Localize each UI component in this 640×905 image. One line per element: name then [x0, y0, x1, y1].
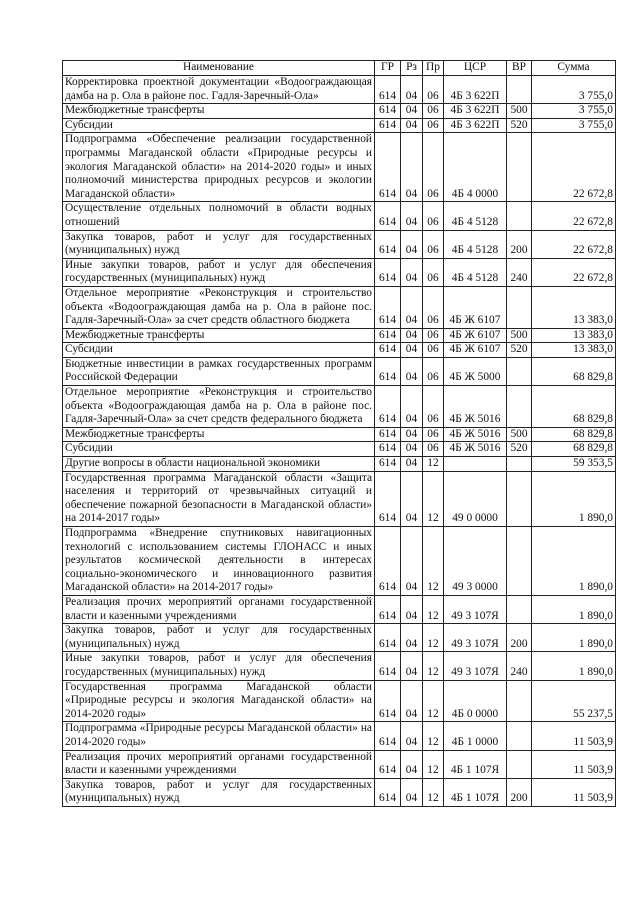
- cell-rz: 04: [401, 527, 423, 596]
- cell-gr: 614: [375, 104, 401, 119]
- cell-pr: 06: [423, 286, 444, 328]
- cell-sum: 11 503,9: [532, 722, 616, 750]
- cell-rz: 04: [401, 722, 423, 750]
- cell-vr: 240: [507, 652, 532, 680]
- cell-csr: 4Б 3 622П: [444, 104, 507, 119]
- cell-csr: 4Б Ж 6107: [444, 328, 507, 343]
- cell-rz: 04: [401, 104, 423, 119]
- cell-vr: [507, 595, 532, 623]
- cell-pr: 06: [423, 118, 444, 133]
- cell-csr: 4Б 4 5128: [444, 230, 507, 258]
- cell-pr: 06: [423, 258, 444, 286]
- cell-gr: 614: [375, 427, 401, 442]
- cell-name: Субсидии: [63, 118, 375, 133]
- cell-sum: 1 890,0: [532, 624, 616, 652]
- cell-pr: 06: [423, 442, 444, 457]
- table-body: [63, 76, 616, 807]
- cell-rz: 04: [401, 343, 423, 358]
- table-row: [63, 118, 616, 133]
- cell-vr: 500: [507, 427, 532, 442]
- cell-name: Корректировка проектной документации «Водоограждающая дамба на р. Ола в районе пос. Гадля-Заречный-Ола»: [63, 76, 375, 104]
- cell-gr: 614: [375, 722, 401, 750]
- table-row: [63, 427, 616, 442]
- cell-gr: 614: [375, 328, 401, 343]
- cell-name: Подпрограмма «Внедрение спутниковых навигационных технологий с использованием системы ГЛОНАСС и иных результатов космической деятельности в интересах социально-экономического и инновационного развития Магаданской области» на 2014-2017 годы»: [63, 527, 375, 596]
- header-sum: Сумма: [532, 61, 616, 76]
- cell-sum: 55 237,5: [532, 680, 616, 722]
- table-row: [63, 778, 616, 806]
- cell-gr: 614: [375, 442, 401, 457]
- cell-vr: [507, 722, 532, 750]
- cell-vr: [507, 386, 532, 428]
- cell-rz: 04: [401, 286, 423, 328]
- cell-gr: 614: [375, 778, 401, 806]
- cell-gr: 614: [375, 471, 401, 526]
- cell-sum: 68 829,8: [532, 386, 616, 428]
- cell-csr: 49 0 0000: [444, 471, 507, 526]
- cell-sum: 1 890,0: [532, 595, 616, 623]
- cell-vr: [507, 680, 532, 722]
- cell-name: Отдельное мероприятие «Реконструкция и строительство объекта «Водоограждающая дамба на р. Ола в районе пос. Гадля-Заречный-Ола» за счет средств федерального бюджета: [63, 386, 375, 428]
- cell-vr: 200: [507, 230, 532, 258]
- header-name: Наименование: [63, 61, 375, 76]
- cell-pr: 12: [423, 652, 444, 680]
- cell-sum: 1 890,0: [532, 652, 616, 680]
- cell-csr: 4Б Ж 5000: [444, 357, 507, 385]
- cell-gr: 614: [375, 343, 401, 358]
- cell-name: Субсидии: [63, 442, 375, 457]
- cell-gr: 614: [375, 386, 401, 428]
- cell-gr: 614: [375, 457, 401, 472]
- table-row: [63, 202, 616, 230]
- cell-pr: 12: [423, 527, 444, 596]
- cell-gr: 614: [375, 357, 401, 385]
- cell-pr: 06: [423, 202, 444, 230]
- cell-vr: 520: [507, 343, 532, 358]
- table-row: [63, 527, 616, 596]
- cell-name: Осуществление отдельных полномочий в области водных отношений: [63, 202, 375, 230]
- cell-rz: 04: [401, 357, 423, 385]
- cell-name: Межбюджетные трансферты: [63, 104, 375, 119]
- cell-gr: 614: [375, 595, 401, 623]
- cell-pr: 12: [423, 778, 444, 806]
- table-row: [63, 258, 616, 286]
- cell-gr: 614: [375, 750, 401, 778]
- cell-vr: 520: [507, 118, 532, 133]
- cell-rz: 04: [401, 427, 423, 442]
- header-vr: ВР: [507, 61, 532, 76]
- cell-rz: 04: [401, 386, 423, 428]
- budget-page: [62, 60, 615, 807]
- cell-csr: [444, 457, 507, 472]
- cell-name: Закупка товаров, работ и услуг для государственных (муниципальных) нужд: [63, 778, 375, 806]
- cell-rz: 04: [401, 230, 423, 258]
- cell-csr: 49 3 0000: [444, 527, 507, 596]
- cell-pr: 12: [423, 624, 444, 652]
- cell-sum: 68 829,8: [532, 357, 616, 385]
- cell-sum: 13 383,0: [532, 343, 616, 358]
- cell-csr: 4Б 3 622П: [444, 118, 507, 133]
- cell-rz: 04: [401, 258, 423, 286]
- cell-name: Реализация прочих мероприятий органами государственной власти и казенными учреждениями: [63, 750, 375, 778]
- cell-sum: 22 672,8: [532, 230, 616, 258]
- cell-rz: 04: [401, 76, 423, 104]
- cell-csr: 4Б Ж 5016: [444, 386, 507, 428]
- cell-vr: [507, 357, 532, 385]
- cell-sum: 1 890,0: [532, 471, 616, 526]
- cell-sum: 13 383,0: [532, 286, 616, 328]
- cell-csr: 4Б 1 0000: [444, 722, 507, 750]
- header-gr: ГР: [375, 61, 401, 76]
- table-row: [63, 652, 616, 680]
- table-row: [63, 680, 616, 722]
- cell-rz: 04: [401, 118, 423, 133]
- table-row: [63, 133, 616, 202]
- cell-rz: 04: [401, 202, 423, 230]
- cell-name: Отдельное мероприятие «Реконструкция и строительство объекта «Водоограждающая дамба на р. Ола в районе пос. Гадля-Заречный-Ола» за счет средств областного бюджета: [63, 286, 375, 328]
- cell-sum: 13 383,0: [532, 328, 616, 343]
- cell-name: Реализация прочих мероприятий органами государственной власти и казенными учреждениями: [63, 595, 375, 623]
- cell-sum: 22 672,8: [532, 133, 616, 202]
- cell-csr: 4Б 1 107Я: [444, 750, 507, 778]
- cell-csr: 4Б 4 5128: [444, 202, 507, 230]
- cell-pr: 12: [423, 680, 444, 722]
- cell-sum: 59 353,5: [532, 457, 616, 472]
- table-row: [63, 357, 616, 385]
- cell-pr: 06: [423, 133, 444, 202]
- cell-rz: 04: [401, 328, 423, 343]
- cell-pr: 06: [423, 76, 444, 104]
- cell-pr: 06: [423, 230, 444, 258]
- cell-vr: [507, 527, 532, 596]
- table-row: [63, 722, 616, 750]
- cell-gr: 614: [375, 118, 401, 133]
- cell-name: Подпрограмма «Природные ресурсы Магаданской области» на 2014-2020 годы»: [63, 722, 375, 750]
- table-row: [63, 386, 616, 428]
- table-row: [63, 442, 616, 457]
- table-row: [63, 343, 616, 358]
- cell-rz: 04: [401, 595, 423, 623]
- cell-vr: [507, 76, 532, 104]
- cell-csr: 49 3 107Я: [444, 595, 507, 623]
- cell-vr: 200: [507, 778, 532, 806]
- cell-gr: 614: [375, 230, 401, 258]
- budget-table: [62, 60, 616, 807]
- cell-csr: 4Б Ж 6107: [444, 343, 507, 358]
- cell-sum: 68 829,8: [532, 427, 616, 442]
- cell-gr: 614: [375, 680, 401, 722]
- cell-sum: 3 755,0: [532, 76, 616, 104]
- cell-csr: 4Б 4 5128: [444, 258, 507, 286]
- cell-csr: 49 3 107Я: [444, 652, 507, 680]
- cell-pr: 06: [423, 104, 444, 119]
- cell-vr: [507, 133, 532, 202]
- cell-vr: [507, 750, 532, 778]
- cell-name: Иные закупки товаров, работ и услуг для обеспечения государственных (муниципальных) нужд: [63, 652, 375, 680]
- cell-pr: 12: [423, 457, 444, 472]
- cell-vr: 520: [507, 442, 532, 457]
- cell-name: Межбюджетные трансферты: [63, 328, 375, 343]
- cell-name: Иные закупки товаров, работ и услуг для обеспечения государственных (муниципальных) нужд: [63, 258, 375, 286]
- cell-pr: 06: [423, 357, 444, 385]
- cell-vr: 500: [507, 104, 532, 119]
- cell-csr: 4Б 1 107Я: [444, 778, 507, 806]
- cell-csr: 4Б 3 622П: [444, 76, 507, 104]
- cell-name: Межбюджетные трансферты: [63, 427, 375, 442]
- cell-vr: 200: [507, 624, 532, 652]
- header-rz: Рз: [401, 61, 423, 76]
- cell-pr: 06: [423, 343, 444, 358]
- cell-sum: 22 672,8: [532, 202, 616, 230]
- cell-pr: 06: [423, 427, 444, 442]
- cell-sum: 3 755,0: [532, 118, 616, 133]
- cell-name: Государственная программа Магаданской области «Защита населения и территорий от чрезвычайных ситуаций и обеспечение пожарной безопасности в Магаданской области» на 2014-2017 годы»: [63, 471, 375, 526]
- cell-sum: 11 503,9: [532, 750, 616, 778]
- cell-vr: [507, 471, 532, 526]
- table-row: [63, 750, 616, 778]
- cell-pr: 12: [423, 722, 444, 750]
- cell-vr: 500: [507, 328, 532, 343]
- cell-csr: 4Б Ж 6107: [444, 286, 507, 328]
- cell-rz: 04: [401, 778, 423, 806]
- table-row: [63, 457, 616, 472]
- cell-csr: 4Б Ж 5016: [444, 442, 507, 457]
- table-row: [63, 595, 616, 623]
- table-row: [63, 104, 616, 119]
- cell-csr: 4Б 0 0000: [444, 680, 507, 722]
- cell-rz: 04: [401, 680, 423, 722]
- cell-name: Подпрограмма «Обеспечение реализации государственной программы Магаданской области «Природные ресурсы и экология Магаданской области» на 2014-2020 годы» и иных полномочий министерства природных ресурсов и экологии Магаданской области»: [63, 133, 375, 202]
- cell-rz: 04: [401, 457, 423, 472]
- cell-gr: 614: [375, 652, 401, 680]
- cell-rz: 04: [401, 652, 423, 680]
- cell-vr: 240: [507, 258, 532, 286]
- cell-pr: 12: [423, 595, 444, 623]
- cell-name: Бюджетные инвестиции в рамках государственных программ Российской Федерации: [63, 357, 375, 385]
- cell-name: Закупка товаров, работ и услуг для государственных (муниципальных) нужд: [63, 624, 375, 652]
- cell-csr: 4Б 4 0000: [444, 133, 507, 202]
- cell-sum: 3 755,0: [532, 104, 616, 119]
- table-row: [63, 230, 616, 258]
- table-row: [63, 471, 616, 526]
- cell-gr: 614: [375, 76, 401, 104]
- table-row: [63, 328, 616, 343]
- cell-sum: 11 503,9: [532, 778, 616, 806]
- cell-sum: 22 672,8: [532, 258, 616, 286]
- table-row: [63, 624, 616, 652]
- cell-pr: 12: [423, 750, 444, 778]
- cell-gr: 614: [375, 202, 401, 230]
- header-pr: Пр: [423, 61, 444, 76]
- cell-pr: 06: [423, 328, 444, 343]
- cell-rz: 04: [401, 133, 423, 202]
- cell-pr: 06: [423, 386, 444, 428]
- cell-rz: 04: [401, 471, 423, 526]
- cell-rz: 04: [401, 750, 423, 778]
- cell-sum: 1 890,0: [532, 527, 616, 596]
- cell-vr: [507, 457, 532, 472]
- cell-pr: 12: [423, 471, 444, 526]
- cell-gr: 614: [375, 258, 401, 286]
- cell-vr: [507, 202, 532, 230]
- header-csr: ЦСР: [444, 61, 507, 76]
- cell-gr: 614: [375, 286, 401, 328]
- table-row: [63, 76, 616, 104]
- cell-rz: 04: [401, 624, 423, 652]
- cell-name: Другие вопросы в области национальной экономики: [63, 457, 375, 472]
- cell-gr: 614: [375, 624, 401, 652]
- cell-name: Государственная программа Магаданской области «Природные ресурсы и экология Магаданской области» на 2014-2020 годы»: [63, 680, 375, 722]
- cell-name: Субсидии: [63, 343, 375, 358]
- table-row: [63, 286, 616, 328]
- cell-sum: 68 829,8: [532, 442, 616, 457]
- cell-csr: 4Б Ж 5016: [444, 427, 507, 442]
- cell-gr: 614: [375, 133, 401, 202]
- cell-csr: 49 3 107Я: [444, 624, 507, 652]
- cell-gr: 614: [375, 527, 401, 596]
- cell-rz: 04: [401, 442, 423, 457]
- cell-vr: [507, 286, 532, 328]
- cell-name: Закупка товаров, работ и услуг для государственных (муниципальных) нужд: [63, 230, 375, 258]
- table-header-row: [63, 61, 616, 76]
